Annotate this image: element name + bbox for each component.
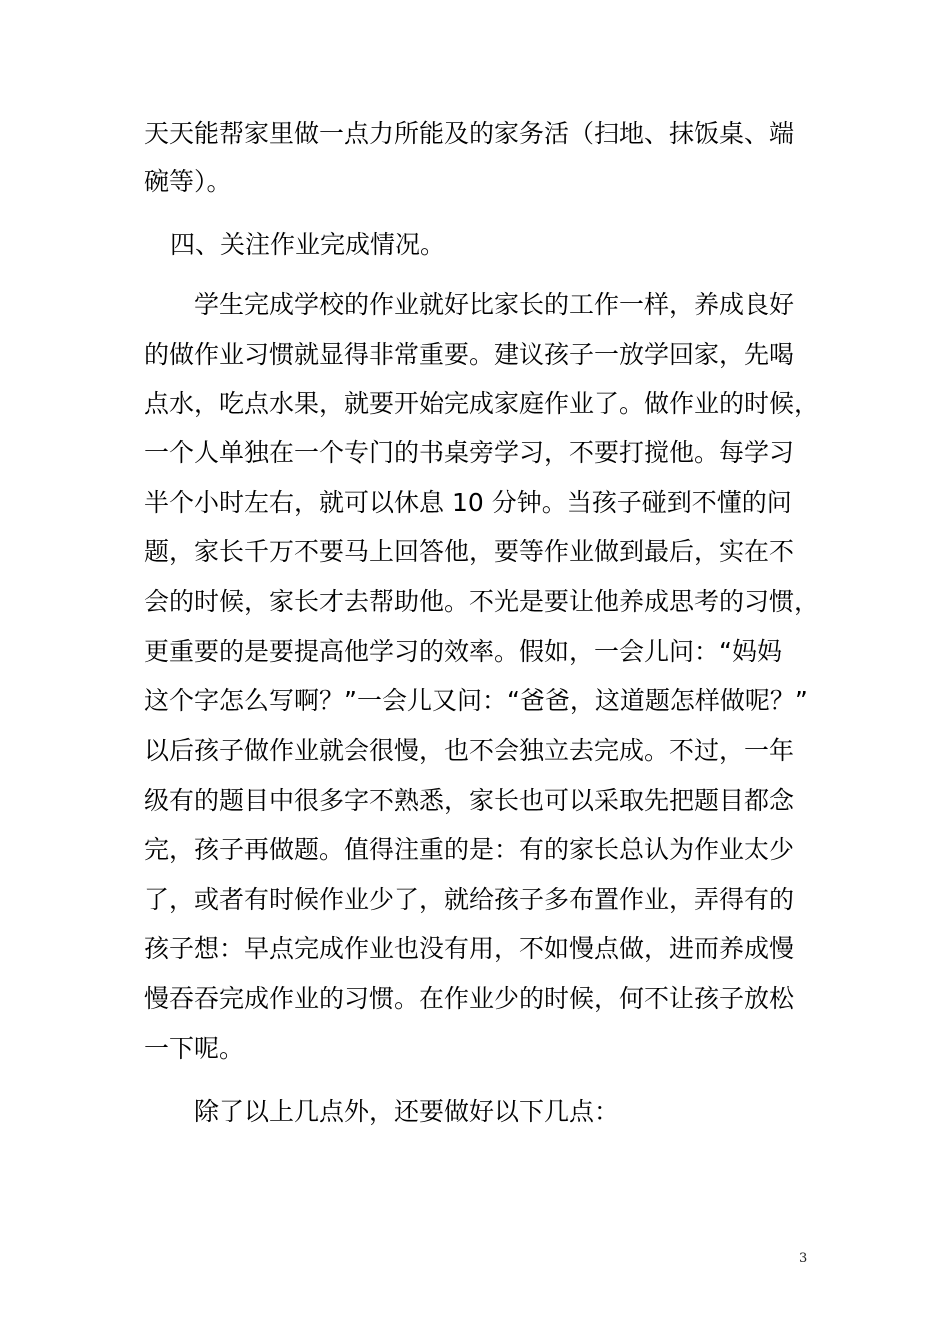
text-line: 天天能帮家里做一点力所能及的家务活（扫地、抹饭桌、端 — [144, 119, 795, 148]
text-line: 会的时候，家长才去帮助他。不光是要让他养成思考的习惯， — [144, 587, 820, 616]
text-line: 一个人单独在一个专门的书桌旁学习，不要打搅他。每学习 — [144, 438, 795, 467]
text-line: 除了以上几点外，还要做好以下几点： — [194, 1097, 620, 1126]
text-line: 孩子想：早点完成作业也没有用，不如慢点做，进而养成慢 — [144, 934, 795, 963]
text-line: 碗等）。 — [144, 167, 232, 196]
text-line: 级有的题目中很多字不熟悉，家长也可以采取先把题目都念 — [144, 786, 795, 815]
text-line: 以后孩子做作业就会很慢，也不会独立去完成。不过，一年 — [144, 736, 795, 765]
text-line: 半个小时左右，就可以休息 10 分钟。当孩子碰到不懂的问 — [144, 488, 792, 517]
text-line: 了，或者有时候作业少了，就给孩子多布置作业，弄得有的 — [144, 885, 795, 914]
text-line: 学生完成学校的作业就好比家长的工作一样，养成良好 — [194, 290, 795, 319]
text-line: 更重要的是要提高他学习的效率。假如，一会儿问：“妈妈 — [144, 637, 782, 666]
text-line: 完，孩子再做题。值得注重的是：有的家长总认为作业太少 — [144, 835, 795, 864]
text-line: 题，家长千万不要马上回答他，要等作业做到最后，实在不 — [144, 537, 795, 566]
text-line: 慢吞吞完成作业的习惯。在作业少的时候，何不让孩子放松 — [144, 984, 795, 1013]
page-number: 3 — [799, 1251, 808, 1266]
section-heading: 四、关注作业完成情况。 — [170, 230, 446, 259]
text-line: 的做作业习惯就显得非常重要。建议孩子一放学回家，先喝 — [144, 340, 795, 369]
text-line: 点水，吃点水果，就要开始完成家庭作业了。做作业的时候， — [144, 389, 820, 418]
text-line: 这个字怎么写啊？”一会儿又问：“爸爸，这道题怎样做呢？” — [144, 686, 808, 715]
text-line: 一下呢。 — [144, 1034, 245, 1063]
